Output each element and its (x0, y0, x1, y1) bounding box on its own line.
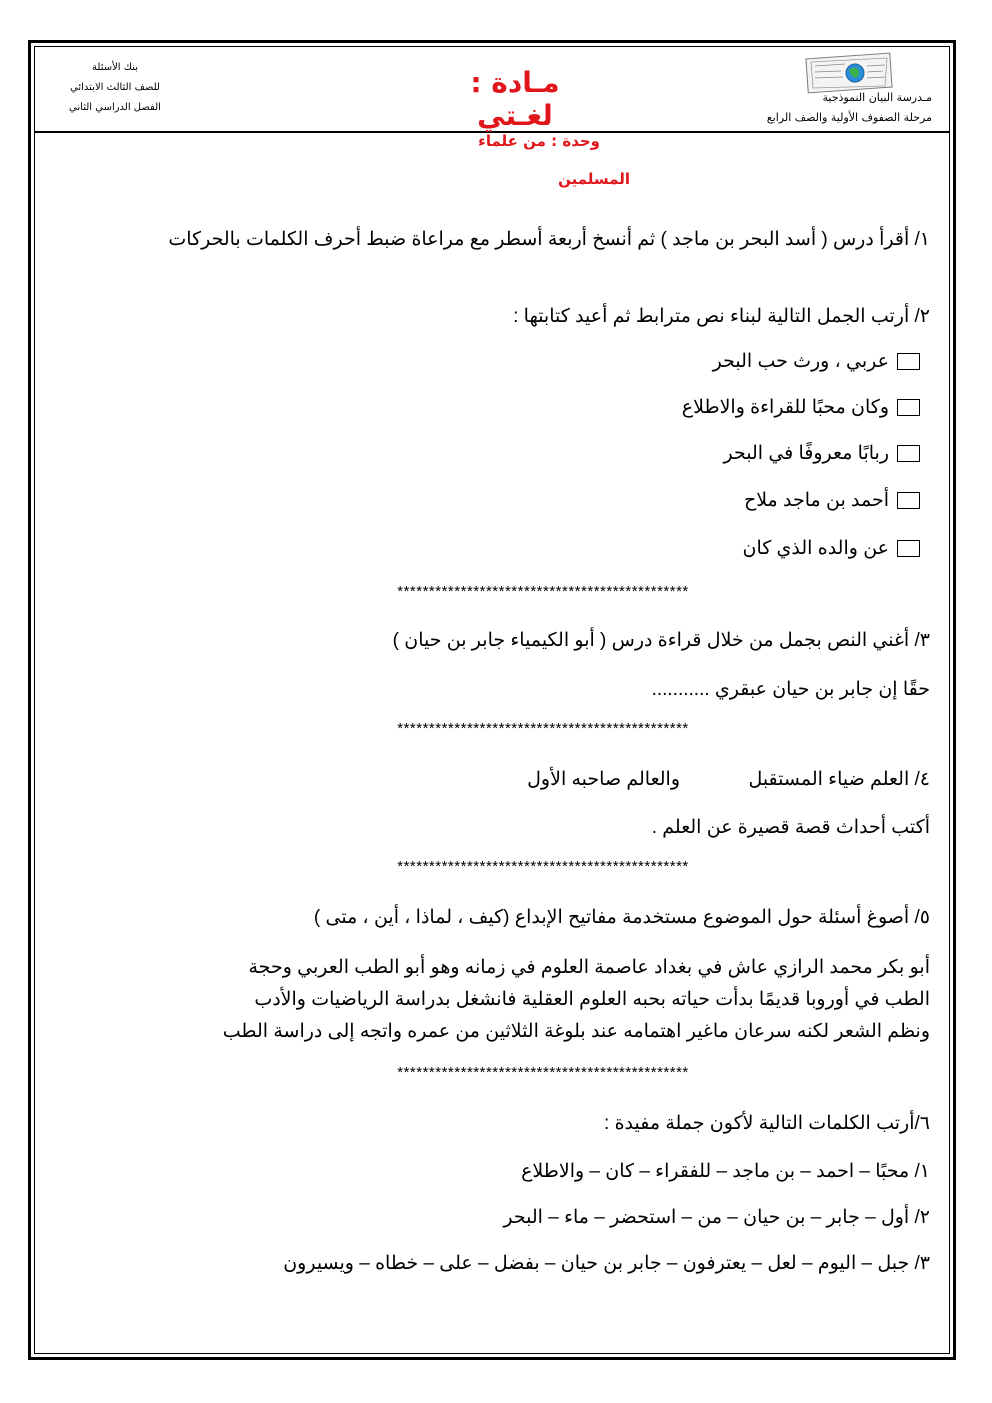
question-4-quote-b: والعالم صاحبه الأول (527, 769, 680, 790)
unit-title-line-1: وحدة : من علماء (478, 132, 600, 150)
question-4-task: أكتب أحداث قصة قصيرة عن العلم . (651, 817, 930, 838)
question-3-answer: حقًا إن جابر بن حيان عبقري ........... (651, 679, 930, 700)
question-6-item-1: ١/ محبًا – احمد – بن ماجد – للفقراء – كان – والاطلاع (521, 1161, 930, 1182)
paragraph-line-2: الطب في أوروبا قديمًا بدأت حياته بحبه العلوم العقلية فانشغل بدراسة الرياضيات والأدب (254, 989, 930, 1010)
option-2[interactable] (682, 396, 920, 419)
header-left-line-1: بنك الأسئلة (92, 62, 138, 73)
option-2-label: وكان محبًا للقراءة والاطلاع (681, 397, 889, 418)
option-4-label: أحمد بن ماجد ملاح (743, 490, 889, 511)
school-stage: مرحلة الصفوف الأولية والصف الرابع (766, 111, 932, 124)
header-bank-info (50, 58, 180, 118)
subject-title: مـادة : لغـتي (470, 66, 560, 132)
checkbox-3[interactable] (897, 445, 920, 462)
question-6-item-2: ٢/ أول – جابر – بن حيان – من – استحضر – ماء – البحر (503, 1207, 930, 1228)
checkbox-5[interactable] (897, 540, 920, 557)
separator-3: ********************************************** (397, 858, 689, 875)
option-1-label: عربي ، ورث حب البحر (712, 351, 889, 372)
header-left-line-2: للصف الثالث الابتدائي (70, 82, 160, 93)
option-5-label: عن والده الذي كان (742, 538, 889, 559)
option-5[interactable] (742, 537, 920, 560)
school-name: مـدرسة البيان النموذجية (822, 91, 932, 104)
question-1: ١/ أقرأ درس ( أسد البحر بن ماجد ) ثم أنسخ أربعة أسطر مع مراعاة ضبط أحرف الكلمات بالحركات (168, 229, 930, 250)
separator-2: ********************************************** (397, 720, 689, 737)
separator-4: ********************************************** (397, 1064, 689, 1081)
paragraph-line-3: ونظم الشعر لكنه سرعان ماغير اهتمامه عند بلوغة الثلاثين من عمره واتجه إلى دراسة الطب (222, 1021, 930, 1042)
question-4-quote-a: ٤/ العلم ضياء المستقبل (748, 769, 930, 790)
option-3-label: ربابًا معروفًا في البحر (723, 443, 889, 464)
option-4[interactable] (744, 489, 920, 512)
option-1[interactable] (713, 350, 920, 373)
option-3[interactable] (723, 442, 920, 465)
question-6-item-3: ٣/ جبل – اليوم – لعل – يعترفون – جابر بن حيان – بفضل – على – خطاه – ويسيرون (283, 1253, 930, 1274)
header-left-line-3: الفصل الدراسي الثاني (69, 102, 161, 113)
checkbox-2[interactable] (897, 399, 920, 416)
question-3-prompt: ٣/ أغني النص بجمل من خلال قراءة درس ( أبو الكيمياء جابر بن حيان ) (392, 630, 930, 651)
question-6-prompt: ٦/أرتب الكلمات التالية لأكون جملة مفيدة : (604, 1113, 930, 1134)
question-2-prompt: ٢/ أرتب الجمل التالية لبناء نص مترابط ثم أعيد كتابتها : (513, 306, 930, 327)
unit-title-line-2: المسلمين (558, 170, 630, 188)
checkbox-4[interactable] (897, 492, 920, 509)
separator-1: ********************************************** (397, 583, 689, 600)
checkbox-1[interactable] (897, 353, 920, 370)
question-5-prompt: ٥/ أصوغ أسئلة حول الموضوع مستخدمة مفاتيح الإبداع (كيف ، لماذا ، أين ، متى ) (313, 907, 930, 928)
school-info (740, 88, 932, 128)
paragraph-line-1: أبو بكر محمد الرازي عاش في بغداد عاصمة العلوم في زمانه وهو أبو الطب العربي وحجة (248, 957, 930, 978)
